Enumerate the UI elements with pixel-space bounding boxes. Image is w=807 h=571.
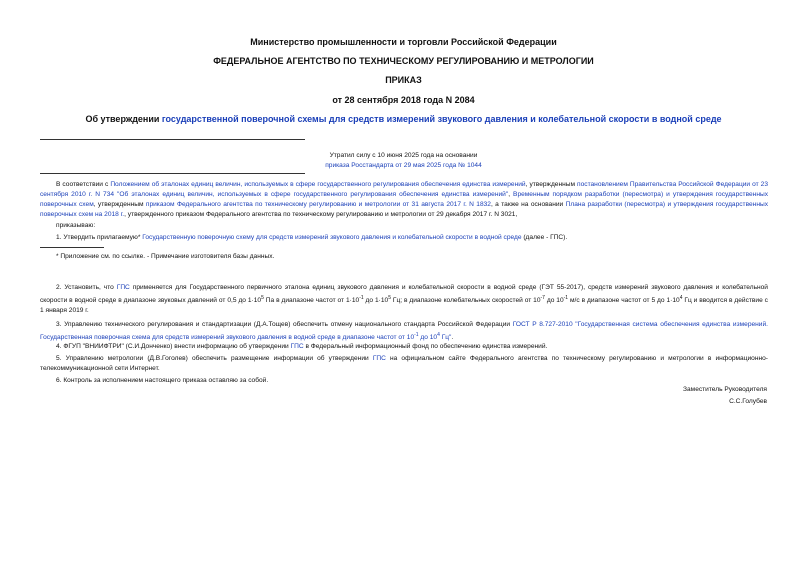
item-text: Гц; в диапазоне колебательных скоростей от 10 xyxy=(390,297,541,305)
divider xyxy=(40,139,305,140)
item-text: 5. Управлению метрологии (Д.В.Гоголев) обеспечить размещение информации об утверждении xyxy=(56,355,373,362)
intro-text: , утвержденным xyxy=(93,201,146,208)
status-note-link[interactable]: приказа Росстандарта от 29 мая 2025 года № 1044 xyxy=(325,162,482,169)
item-text: 2. Установить, что xyxy=(56,284,117,291)
item-text: 1. Утвердить прилагаемую* xyxy=(56,234,143,241)
gps-link[interactable]: ГПС xyxy=(116,284,130,291)
doc-date: от 28 сентября 2018 года N 2084 xyxy=(332,95,475,105)
order-word: приказываю: xyxy=(56,222,96,229)
item-text: 4. ФГУП "ВНИИФТРИ" (С.И.Донченко) внести информацию об утверждении xyxy=(56,343,291,350)
intro-text: , а также на основании xyxy=(490,201,566,208)
item-6: 6. Контроль за исполнением настоящего приказа оставляю за собой. xyxy=(56,377,269,384)
doc-title xyxy=(0,114,807,124)
intro-paragraph xyxy=(40,180,768,220)
item-text: до 10 xyxy=(544,297,564,305)
divider xyxy=(40,173,305,174)
intro-text: В соответствии с xyxy=(56,181,111,188)
item-text: до 1·10 xyxy=(363,297,389,305)
order-1832-link[interactable]: приказом Федерального агентства по техническому регулированию и метрологии от 31 августа 2017 г. N 1832 xyxy=(145,201,491,208)
gps-link[interactable]: Государственную поверочную схему для средств измерений звукового давления и колебательной скорости в водной среде xyxy=(142,234,522,241)
government-decree-link[interactable]: постановлением Правительства Российской Федерации от 23 сентября 2010 г. N 734 "Об эталонах единиц величин, используемых в сфере государственного регулирования обеспечения единства измерений" xyxy=(40,181,769,198)
footnote-divider xyxy=(40,247,104,248)
doc-title-prefix: Об утверждении xyxy=(85,114,162,124)
item-text: в Федеральный информационный фонд по обеспечению единства измерений. xyxy=(303,343,548,350)
temporary-procedure-link[interactable]: Временным порядком разработки (пересмотра) и утверждения государственных поверочных схем xyxy=(40,191,768,208)
item-text: Па в диапазоне частот от 1·10 xyxy=(263,297,360,305)
status-note-line1: Утратил силу с 10 июня 2025 года на основании xyxy=(329,152,478,159)
signature-name: С.С.Голубев xyxy=(729,398,767,405)
signature-position: Заместитель Руководителя xyxy=(683,386,767,393)
item-text: применяется для Государственного первичного эталона единиц звукового давления и колебательной скорости в водной среде (ГЭТ 55-2017), средств измерений звукового давления и колебательной скорости в водной среде в диапазоне звуковых давлений от 0,5 до 1·10 xyxy=(40,284,768,305)
gost-link[interactable]: ГОСТ Р 8.727-2010 "Государственная система обеспечения единства измерений. Государственная поверочная схема для средств измерений звукового давления в водной среде в диапазоне частот от $10^{-1}$ до $10^4$ Гц" xyxy=(40,321,768,342)
item-text: на официальном сайте Федерального агентства по техническому регулированию и метрологии в информационно-телекоммуникационной сети Интернет. xyxy=(40,355,768,372)
item-text: Гц и вводится в действие с 1 января 2019 г. xyxy=(40,297,768,315)
doc-type: ПРИКАЗ xyxy=(385,75,422,85)
item-4 xyxy=(40,342,768,352)
agency-header: ФЕДЕРАЛЬНОЕ АГЕНТСТВО ПО ТЕХНИЧЕСКОМУ РЕГУЛИРОВАНИЮ И МЕТРОЛОГИИ xyxy=(213,56,594,66)
item-text: 3. Управлению технического регулирования и стандартизации (Д.А.Тощев) обеспечить отмену национального стандарта Российской Федерации xyxy=(56,321,513,328)
intro-text: , утвержденным xyxy=(525,181,578,188)
intro-text: , xyxy=(508,191,514,198)
regulation-link[interactable]: Положением об эталонах единиц величин, используемых в сфере государственного регулирования обеспечения единства измерений xyxy=(110,181,526,188)
item-text: . xyxy=(451,334,454,342)
doc-title-link[interactable]: государственной поверочной схемы для средств измерений звукового давления и колебательной скорости в водной среде xyxy=(161,114,722,124)
footnote: * Приложение см. по ссылке. - Примечание изготовителя базы данных. xyxy=(56,253,275,260)
item-text: м/с в диапазоне частот от 5 до 1·10 xyxy=(568,297,680,305)
item-2: 2. Установить, что ГПС применяется для Государственного первичного эталона единиц звукового давления и колебательной скорости в водной среде (ГЭТ 55-2017), средств измерений звукового давления и колебательной скорости в водной среде в диапазоне звуковых давлений от 0,5 до $1\cdot 10^5$ Па в диапазоне частот от $1\cdot 10^{-1}$ до $1\cdot 10^5$ Гц; в диапазоне колебательных скоростей от $10^{-7}$ до $10^{-1}$ м/с в диапазоне частот от 5 до $1\cdot 10^4$ Гц и вводится в действие с 1 января 2019 г. xyxy=(40,284,768,315)
intro-text: , утвержденного приказом Федерального агентства по техническому регулированию и метрологии от 29 декабря 2017 г. N 3021, xyxy=(124,211,518,218)
item-1 xyxy=(40,233,768,243)
item-text: (далее - ГПС). xyxy=(521,234,568,241)
item-3 xyxy=(40,320,768,343)
item-5 xyxy=(40,354,768,374)
gps-link[interactable]: ГПС xyxy=(372,355,386,362)
gps-link[interactable]: ГПС xyxy=(290,343,304,350)
ministry-header: Министерство промышленности и торговли Российской Федерации xyxy=(250,37,557,47)
plan-link[interactable]: Плана разработки (пересмотра) и утверждения государственных поверочных схем на 2018 г. xyxy=(40,201,768,218)
